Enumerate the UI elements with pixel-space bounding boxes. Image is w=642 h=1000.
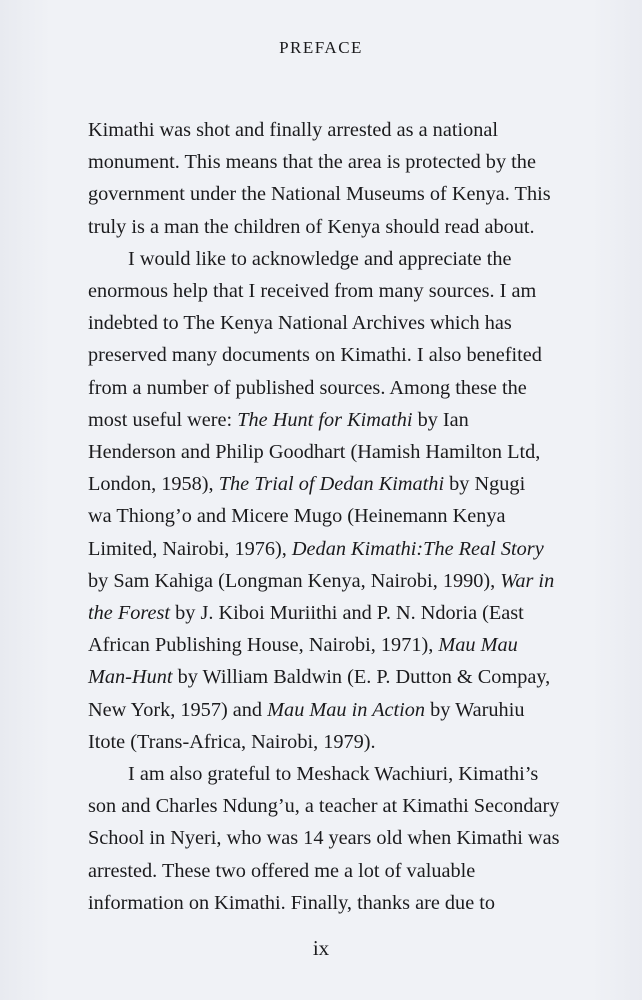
text-line xyxy=(88,436,588,468)
text-run: African Publishing House, Nairobi, 1971), xyxy=(88,634,439,657)
text-line xyxy=(88,533,588,565)
preface-body-text xyxy=(88,114,588,919)
text-run: by Sam Kahiga (Longman Kenya, Nairobi, 1990), xyxy=(88,569,501,592)
book-title-italic: Mau Mau in Action xyxy=(267,698,426,721)
text-run: Itote (Trans-Africa, Nairobi, 1979). xyxy=(88,730,376,753)
running-head: PREFACE xyxy=(279,38,363,57)
book-title-italic: Mau Mau xyxy=(438,634,518,657)
text-run: most useful were: xyxy=(88,408,238,431)
text-run: by William Baldwin (E. P. Dutton & Compay, xyxy=(172,666,551,689)
text-run: by Ngugi xyxy=(444,473,526,496)
book-title-italic: Man-Hunt xyxy=(88,666,173,689)
text-line xyxy=(88,500,588,532)
text-line xyxy=(88,629,588,661)
text-line xyxy=(88,758,588,790)
text-run: by Waruhiu xyxy=(425,698,525,721)
text-line xyxy=(88,372,588,404)
book-title-italic: the Forest xyxy=(88,602,171,625)
text-run: wa Thiong’o and Micere Mugo (Heinemann Kenya xyxy=(88,505,506,528)
text-run: Kimathi was shot and finally arrested as a national xyxy=(88,119,499,141)
text-run: Henderson and Philip Goodhart (Hamish Hamilton Ltd, xyxy=(88,441,541,464)
text-line xyxy=(88,887,588,919)
text-line xyxy=(88,468,588,500)
text-line xyxy=(88,211,588,243)
text-line xyxy=(88,146,588,178)
text-run: arrested. These two offered me a lot of valuable xyxy=(88,859,476,882)
text-run: by J. Kiboi Muriithi and P. N. Ndoria (East xyxy=(170,602,524,625)
text-line xyxy=(88,307,588,339)
text-line xyxy=(88,339,588,371)
text-line xyxy=(88,694,588,726)
text-run: I am also grateful to Meshack Wachiuri, Kimathi’s xyxy=(128,763,539,786)
text-run: truly is a man the children of Kenya should read about. xyxy=(88,215,535,238)
text-run: preserved many documents on Kimathi. I also benefited xyxy=(88,344,542,367)
text-line xyxy=(88,726,588,758)
text-run: School in Nyeri, who was 14 years old when Kimathi was xyxy=(88,827,560,850)
page-number: ix xyxy=(312,936,330,960)
text-run: London, 1958), xyxy=(88,473,219,496)
text-run: from a number of published sources. Among these the xyxy=(88,376,527,399)
book-title-italic: The Trial of Dedan Kimathi xyxy=(218,473,445,496)
text-run: government under the National Museums of Kenya. This xyxy=(88,183,551,206)
book-title-italic: The Hunt for Kimathi xyxy=(237,408,413,431)
text-line xyxy=(88,275,588,307)
book-title-italic: Dedan Kimathi:The Real Story xyxy=(291,537,544,560)
book-title-italic: War in xyxy=(500,569,555,592)
text-line xyxy=(88,565,588,597)
text-run: enormous help that I received from many sources. I am xyxy=(88,280,537,303)
text-run: information on Kimathi. Finally, thanks are due to xyxy=(88,891,496,914)
text-run: I would like to acknowledge and appreciate the xyxy=(128,247,512,270)
text-run: Limited, Nairobi, 1976), xyxy=(88,537,292,560)
text-line xyxy=(88,855,588,887)
text-run: monument. This means that the area is protected by the xyxy=(88,151,536,174)
text-line xyxy=(88,822,588,854)
text-line xyxy=(88,243,588,275)
text-line xyxy=(88,114,588,146)
text-line xyxy=(88,790,588,822)
text-run: New York, 1957) and xyxy=(88,698,268,721)
text-line xyxy=(88,178,588,210)
text-run: indebted to The Kenya National Archives which has xyxy=(88,312,512,335)
text-line xyxy=(88,404,588,436)
text-line xyxy=(88,597,588,629)
text-run: by Ian xyxy=(412,408,469,431)
text-run: son and Charles Ndung’u, a teacher at Kimathi Secondary xyxy=(88,795,560,818)
text-line xyxy=(88,661,588,693)
